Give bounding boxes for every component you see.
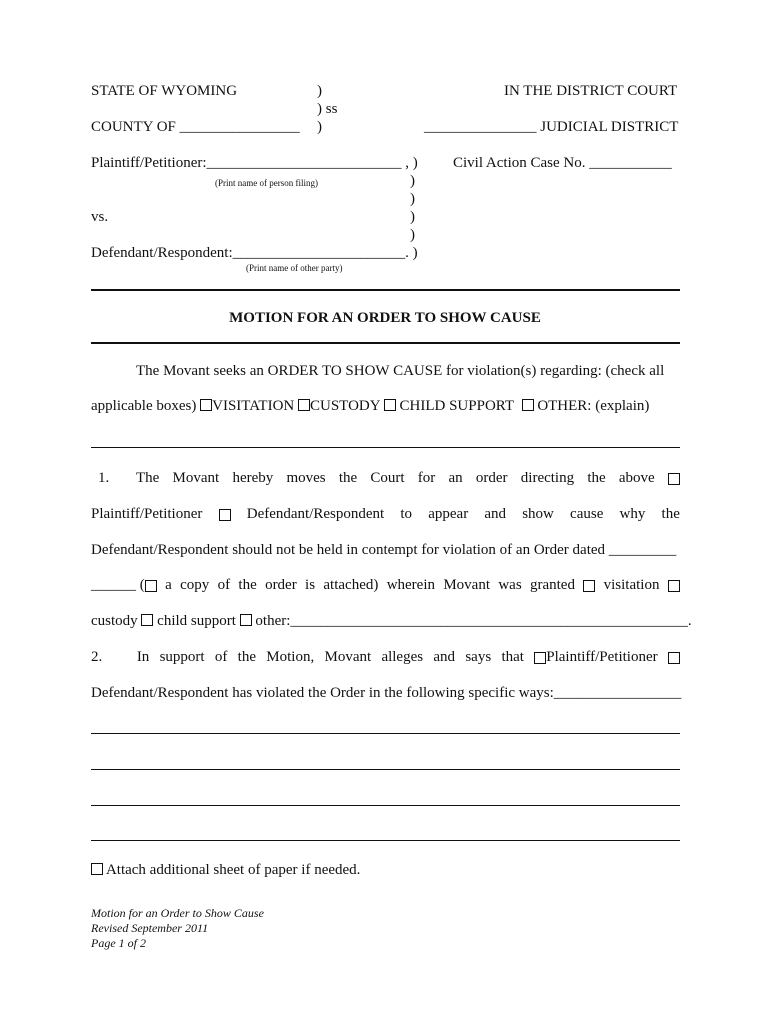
- document-title: MOTION FOR AN ORDER TO SHOW CAUSE: [229, 310, 541, 326]
- caption-paren: ): [410, 173, 415, 189]
- other-label: OTHER: (explain): [537, 398, 650, 414]
- county-field[interactable]: COUNTY OF ________________: [91, 119, 300, 135]
- answer-line-1[interactable]: [91, 733, 680, 734]
- p1-word: Defendant/Respondent: [246, 506, 385, 522]
- answer-line-3[interactable]: [91, 805, 680, 806]
- p1-word: of: [217, 577, 231, 593]
- intro-options-line: [91, 398, 649, 415]
- defendant-note: (Print name of other party): [246, 263, 343, 273]
- p1-word: visitation: [603, 577, 660, 593]
- answer-line-2[interactable]: [91, 769, 680, 770]
- p1-word: directing: [520, 470, 575, 486]
- p1-word: the: [661, 506, 680, 522]
- defendant-field[interactable]: Defendant/Respondent:_______________________. ): [91, 245, 418, 261]
- footer-page: Page 1 of 2: [91, 936, 146, 950]
- state-label: STATE OF WYOMING: [91, 83, 238, 99]
- p1-number: 1.: [98, 470, 110, 486]
- caption-paren: ): [317, 83, 322, 99]
- p1-word: cause: [570, 506, 604, 522]
- p1-word: copy: [180, 577, 210, 593]
- p1-word: show: [522, 506, 554, 522]
- plaintiff-field[interactable]: Plaintiff/Petitioner:__________________________ , ): [91, 155, 418, 171]
- p1-word: the: [338, 470, 358, 486]
- caption-paren: ): [317, 119, 322, 135]
- violator-plaintiff-checkbox[interactable]: [534, 652, 546, 664]
- p2-word: Movant: [324, 649, 372, 665]
- explain-line[interactable]: [91, 447, 680, 448]
- p1-word: wherein: [386, 577, 435, 593]
- caption-paren: ): [410, 227, 415, 243]
- p2-number: 2.: [91, 649, 103, 665]
- p1-word: was: [498, 577, 522, 593]
- attach-sheet-checkbox[interactable]: [91, 863, 103, 875]
- divider-bottom: [91, 342, 680, 344]
- p1-word: for: [417, 470, 436, 486]
- p1-word: the: [238, 577, 257, 593]
- p1-line-4: [91, 577, 680, 594]
- p2-line-1: [91, 649, 680, 666]
- p2-word: and: [433, 649, 456, 665]
- custody-label: CUSTODY: [310, 398, 381, 414]
- plaintiff-petitioner-checkbox[interactable]: [668, 473, 680, 485]
- p1-word: is: [305, 577, 316, 593]
- visitation-checkbox[interactable]: [200, 399, 212, 411]
- p1-word: a: [165, 577, 172, 593]
- p1-word: Movant: [443, 577, 490, 593]
- granted-custody-checkbox[interactable]: [668, 580, 680, 592]
- divider-top: [91, 289, 680, 291]
- p2-word: In: [136, 649, 150, 665]
- p1-word: Plaintiff/Petitioner: [91, 506, 203, 522]
- p2-word: support: [159, 649, 205, 665]
- order-attached-checkbox[interactable]: [145, 580, 157, 592]
- p2-line-2[interactable]: Defendant/Respondent has violated the Order in the following specific ways:_________________: [91, 685, 682, 701]
- court-label: IN THE DISTRICT COURT: [504, 83, 678, 99]
- p1-line-2: [91, 506, 680, 523]
- granted-visitation-checkbox[interactable]: [583, 580, 595, 592]
- vs-label: vs.: [91, 209, 109, 225]
- child-support-checkbox[interactable]: [384, 399, 396, 411]
- custody-label: custody: [91, 613, 138, 629]
- caption-paren-ss: ) ss: [317, 101, 338, 117]
- defendant-respondent-checkbox[interactable]: [219, 509, 231, 521]
- p1-word: and: [484, 506, 507, 522]
- p1-word: hereby: [232, 470, 274, 486]
- p1-word: granted: [529, 577, 575, 593]
- p1-word: Movant: [172, 470, 220, 486]
- order-date-field[interactable]: ______ (: [91, 577, 145, 593]
- p1-word: the: [587, 470, 606, 486]
- p2-word: of: [214, 649, 228, 665]
- intro-line: The Movant seeks an ORDER TO SHOW CAUSE for violation(s) regarding: (check all: [136, 363, 665, 379]
- footer-revised: Revised September 2011: [91, 921, 209, 935]
- violator-defendant-checkbox[interactable]: [668, 652, 680, 664]
- granted-child-support-checkbox[interactable]: [141, 614, 153, 626]
- p1-word: moves: [286, 470, 326, 486]
- visitation-label: VISITATION: [212, 398, 295, 414]
- p1-word: The: [136, 470, 160, 486]
- p1-word: above: [618, 470, 655, 486]
- answer-line-4[interactable]: [91, 840, 680, 841]
- p1-word: order: [265, 577, 297, 593]
- granted-other-checkbox[interactable]: [240, 614, 252, 626]
- p1-word: why: [619, 506, 646, 522]
- footer-title: Motion for an Order to Show Cause: [91, 906, 264, 920]
- p2-plaintiff-group: [534, 649, 657, 666]
- p1-word: appear: [428, 506, 469, 522]
- p2-word: that: [501, 649, 524, 665]
- intro-label: applicable boxes): [91, 398, 197, 414]
- child-support-label: CHILD SUPPORT: [399, 398, 515, 414]
- p1-line-5: [91, 613, 692, 630]
- p2-word: says: [465, 649, 492, 665]
- p2-word: Plaintiff/Petitioner: [546, 649, 658, 665]
- caption-paren: ): [410, 209, 415, 225]
- p1-word: Court: [370, 470, 405, 486]
- p1-word: an: [448, 470, 463, 486]
- judicial-district-field[interactable]: _______________ JUDICIAL DISTRICT: [424, 119, 679, 135]
- p2-word: the: [237, 649, 256, 665]
- other-field[interactable]: other:_____________________________________________________.: [255, 613, 692, 629]
- p1-word: to: [400, 506, 413, 522]
- p2-word: Motion,: [266, 649, 315, 665]
- other-checkbox[interactable]: [522, 399, 534, 411]
- plaintiff-note: (Print name of person filing): [215, 178, 318, 188]
- p1-date-group: [91, 577, 157, 594]
- attach-line: [91, 862, 360, 879]
- child-support-label: child support: [157, 613, 236, 629]
- attach-label: Attach additional sheet of paper if needed.: [105, 862, 361, 878]
- p1-line-1: [136, 470, 680, 487]
- p1-word: order: [475, 470, 508, 486]
- case-number-field[interactable]: Civil Action Case No. ___________: [453, 155, 672, 171]
- p2-word: alleges: [381, 649, 424, 665]
- caption-paren: ): [410, 191, 415, 207]
- p1-word: attached): [323, 577, 379, 593]
- custody-checkbox[interactable]: [298, 399, 310, 411]
- p1-line-3[interactable]: Defendant/Respondent should not be held in contempt for violation of an Order dated _________: [91, 542, 677, 558]
